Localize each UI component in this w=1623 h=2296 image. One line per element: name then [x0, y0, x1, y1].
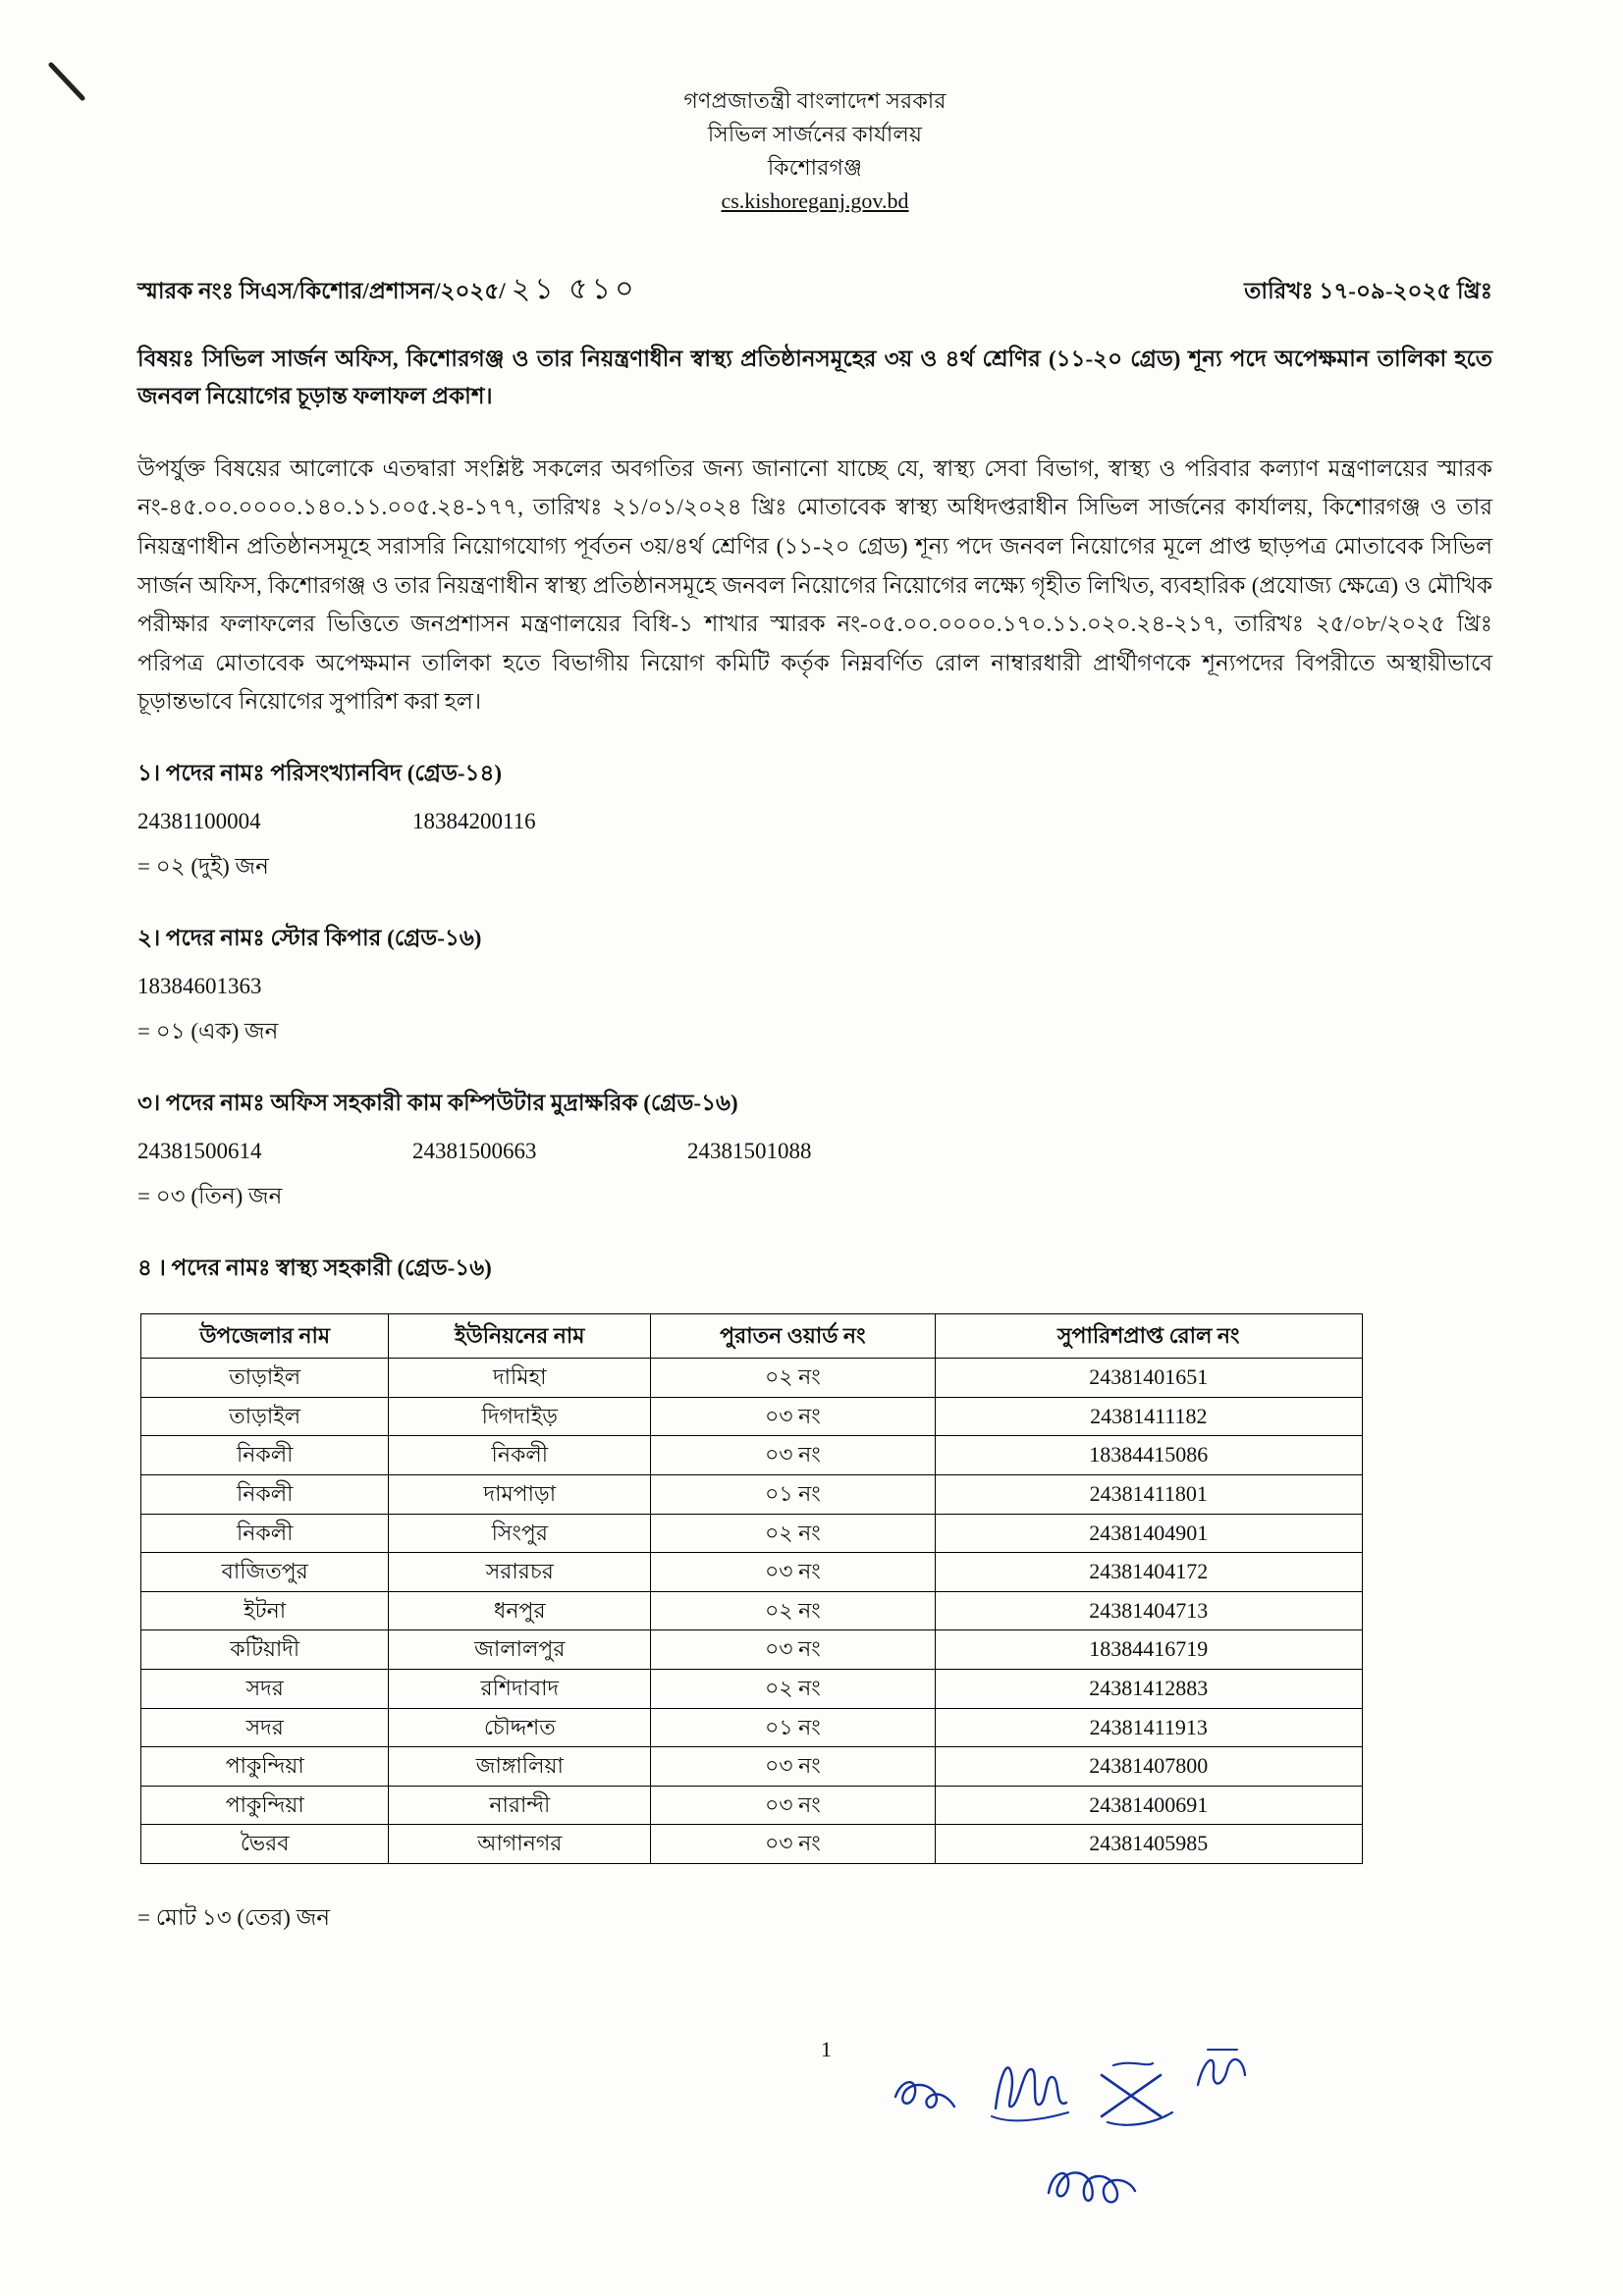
cell-ward: ০৩ নং [651, 1747, 935, 1787]
table-row [141, 1786, 1363, 1825]
cell-roll: 24381405985 [935, 1825, 1362, 1864]
cell-roll: 24381404172 [935, 1553, 1362, 1592]
cell-ward: ০২ নং [651, 1359, 935, 1398]
cell-ward: ০৩ নং [651, 1786, 935, 1825]
cell-union: দিগদাইড় [389, 1397, 651, 1436]
cell-ward: ০৩ নং [651, 1825, 935, 1864]
table-row [141, 1514, 1363, 1553]
roll-row-1 [137, 809, 1492, 834]
cell-union: ধনপুর [389, 1591, 651, 1630]
cell-upazila: ইটনা [141, 1591, 389, 1630]
letterhead-line-3: কিশোরগঞ্জ [767, 155, 863, 181]
table-row [141, 1475, 1363, 1515]
cell-roll: 24381411182 [935, 1397, 1362, 1436]
post-total-3: = ০৩ (তিন) জন [137, 1183, 283, 1208]
cell-upazila: পাকুন্দিয়া [141, 1786, 389, 1825]
cell-ward: ০১ নং [651, 1708, 935, 1747]
cell-union: নিকলী [389, 1436, 651, 1475]
memo-number-handwritten: ২১ ৫১০ [511, 273, 638, 306]
table-body [141, 1359, 1363, 1864]
roll-number: 18384601363 [137, 973, 262, 998]
cell-union: জালালপুর [389, 1630, 651, 1670]
table-row [141, 1553, 1363, 1592]
letterhead-line-2: সিভিল সার্জনের কার্যালয় [707, 122, 923, 147]
cell-upazila: নিকলী [141, 1514, 389, 1553]
table-header-row [141, 1313, 1363, 1359]
subject-line: বিষয়ঃ সিভিল সার্জন অফিস, কিশোরগঞ্জ ও তার নিয়ন্ত্রণাধীন স্বাস্থ্য প্রতিষ্ঠানসমূহের ৩য় ও ৪র্থ শ্রেণির (১১-২০ গ্রেড) শূন্য পদে অপেক্ষমান তালিকা হতে জনবল নিয়োগের চূড়ান্ত ফলাফল প্রকাশ। [137, 347, 1492, 408]
cell-upazila: তাড়াইল [141, 1397, 389, 1436]
cell-union: রশিদাবাদ [389, 1670, 651, 1709]
cell-ward: ০২ নং [651, 1670, 935, 1709]
signature-1 [884, 2059, 972, 2128]
signature-3 [1092, 2056, 1182, 2130]
roll-row-3 [137, 1139, 1492, 1164]
column-header-ward: পুরাতন ওয়ার্ড নং [651, 1313, 935, 1359]
cell-union: দামিহা [389, 1359, 651, 1398]
table-row [141, 1708, 1363, 1747]
letterhead-website-link[interactable]: cs.kishoreganj.gov.bd [721, 188, 909, 214]
roll-number: 24381100004 [137, 808, 261, 833]
signature-4 [1188, 2042, 1257, 2101]
post-heading-2: ২। পদের নামঃ স্টোর কিপার (গ্রেড-১৬) [137, 925, 482, 950]
corner-pen-mark-icon [47, 61, 90, 104]
cell-roll: 24381411913 [935, 1708, 1362, 1747]
column-header-roll: সুপারিশপ্রাপ্ত রোল নং [935, 1313, 1362, 1359]
cell-roll: 18384415086 [935, 1436, 1362, 1475]
cell-union: আগানগর [389, 1825, 651, 1864]
cell-union: সরারচর [389, 1553, 651, 1592]
table-row [141, 1825, 1363, 1864]
post-total-1: = ০২ (দুই) জন [137, 853, 269, 879]
cell-upazila: পাকুন্দিয়া [141, 1747, 389, 1787]
cell-upazila: ভৈরব [141, 1825, 389, 1864]
roll-number: 24381500663 [412, 1138, 537, 1163]
cell-upazila: নিকলী [141, 1475, 389, 1515]
cell-upazila: নিকলী [141, 1436, 389, 1475]
document-content [137, 84, 1492, 1938]
cell-union: জাঙ্গালিয়া [389, 1747, 651, 1787]
roll-number: 24381500614 [137, 1138, 262, 1163]
cell-upazila: বাজিতপুর [141, 1553, 389, 1592]
cell-roll: 24381400691 [935, 1786, 1362, 1825]
cell-upazila: সদর [141, 1670, 389, 1709]
cell-union: নারান্দী [389, 1786, 651, 1825]
cell-union: সিংপুর [389, 1514, 651, 1553]
table-row [141, 1747, 1363, 1787]
recommended-candidates-table [140, 1313, 1363, 1864]
table-row [141, 1436, 1363, 1475]
signature-5 [1037, 2148, 1145, 2218]
letterhead-line-1: গণপ্রজাতন্ত্রী বাংলাদেশ সরকার [683, 88, 947, 113]
table-row [141, 1630, 1363, 1670]
cell-roll: 24381412883 [935, 1670, 1362, 1709]
cell-ward: ০৩ নং [651, 1397, 935, 1436]
table-row [141, 1670, 1363, 1709]
column-header-union: ইউনিয়নের নাম [389, 1313, 651, 1359]
post-heading-3: ৩। পদের নামঃ অফিস সহকারী কাম কম্পিউটার মুদ্রাক্ষরিক (গ্রেড-১৬) [137, 1090, 738, 1115]
signature-2 [982, 2048, 1080, 2132]
memo-date: তারিখঃ ১৭-০৯-২০২৫ খ্রিঃ [1244, 279, 1492, 304]
table-row [141, 1397, 1363, 1436]
cell-ward: ০২ নং [651, 1514, 935, 1553]
memo-number-label: স্মারক নংঃ সিএস/কিশোর/প্রশাসন/২০২৫/ [137, 279, 506, 304]
cell-roll: 18384416719 [935, 1630, 1362, 1670]
table-row [141, 1359, 1363, 1398]
post-heading-1: ১। পদের নামঃ পরিসংখ্যানবিদ (গ্রেড-১৪) [137, 760, 503, 785]
page-number: 1 [821, 2037, 832, 2061]
roll-number: 24381501088 [687, 1138, 812, 1163]
cell-roll: 24381407800 [935, 1747, 1362, 1787]
cell-ward: ০৩ নং [651, 1630, 935, 1670]
cell-upazila: কটিয়াদী [141, 1630, 389, 1670]
cell-ward: ০৩ নং [651, 1553, 935, 1592]
cell-union: চৌদ্দশত [389, 1708, 651, 1747]
table-row [141, 1591, 1363, 1630]
cell-roll: 24381404901 [935, 1514, 1362, 1553]
roll-number: 18384200116 [412, 808, 536, 833]
letterhead [137, 84, 1492, 218]
cell-ward: ০২ নং [651, 1591, 935, 1630]
cell-upazila: তাড়াইল [141, 1359, 389, 1398]
cell-roll: 24381404713 [935, 1591, 1362, 1630]
memo-row [137, 261, 1492, 311]
cell-roll: 24381411801 [935, 1475, 1362, 1515]
body-paragraph: উপর্যুক্ত বিষয়ের আলোকে এতদ্বারা সংশ্লিষ্ট সকলের অবগতির জন্য জানানো যাচ্ছে যে, স্বাস্থ্য সেবা বিভাগ, স্বাস্থ্য ও পরিবার কল্যাণ মন্ত্রণালয়ের স্মারক নং-৪৫.০০.০০০০.১৪০.১১.০০৫.২৪-১৭৭, তারিখঃ ২১/০১/২০২৪ খ্রিঃ মোতাবেক স্বাস্থ্য অধিদপ্তরাধীন সিভিল সার্জনের কার্যালয়, কিশোরগঞ্জ ও তার নিয়ন্ত্রণাধীন প্রতিষ্ঠানসমূহে সরাসরি নিয়োগযোগ্য পূর্বতন ৩য়/৪র্থ শ্রেণির (১১-২০ গ্রেড) শূন্য পদে জনবল নিয়োগের মূলে প্রাপ্ত ছাড়পত্র মোতাবেক সিভিল সার্জন অফিস, কিশোরগঞ্জ ও তার নিয়ন্ত্রণাধীন স্বাস্থ্য প্রতিষ্ঠানসমূহে জনবল নিয়োগের নিয়োগের লক্ষ্যে গৃহীত লিখিত, ব্যবহারিক (প্রযোজ্য ক্ষেত্রে) ও মৌখিক পরীক্ষার ফলাফলের ভিত্তিতে জনপ্রশাসন মন্ত্রণালয়ের বিধি-১ শাখার স্মারক নং-০৫.০০.০০০০.১৭০.১১.০২০.২৪-২১৭, তারিখঃ ২৫/০৮/২০২৫ খ্রিঃ পরিপত্র মোতাবেক অপেক্ষমান তালিকা হতে বিভাগীয় নিয়োগ কমিটি কর্তৃক নিম্নবর্ণিত রোল নাম্বারধারী প্রার্থীগণকে শূন্যপদের বিপরীতে অস্থায়ীভাবে চূড়ান্তভাবে নিয়োগের সুপারিশ করা হল। [137, 455, 1492, 715]
column-header-upazila: উপজেলার নাম [141, 1313, 389, 1359]
memo-number [137, 261, 638, 311]
roll-row-2 [137, 974, 1492, 999]
signature-block [864, 2042, 1355, 2258]
post-heading-4: ৪ । পদের নামঃ স্বাস্থ্য সহকারী (গ্রেড-১৬) [137, 1255, 492, 1280]
cell-ward: ০৩ নং [651, 1436, 935, 1475]
cell-ward: ০১ নং [651, 1475, 935, 1515]
cell-upazila: সদর [141, 1708, 389, 1747]
post-total-2: = ০১ (এক) জন [137, 1018, 279, 1043]
cell-union: দামপাড়া [389, 1475, 651, 1515]
cell-roll: 24381401651 [935, 1359, 1362, 1398]
grand-total: = মোট ১৩ (তের) জন [137, 1905, 331, 1931]
